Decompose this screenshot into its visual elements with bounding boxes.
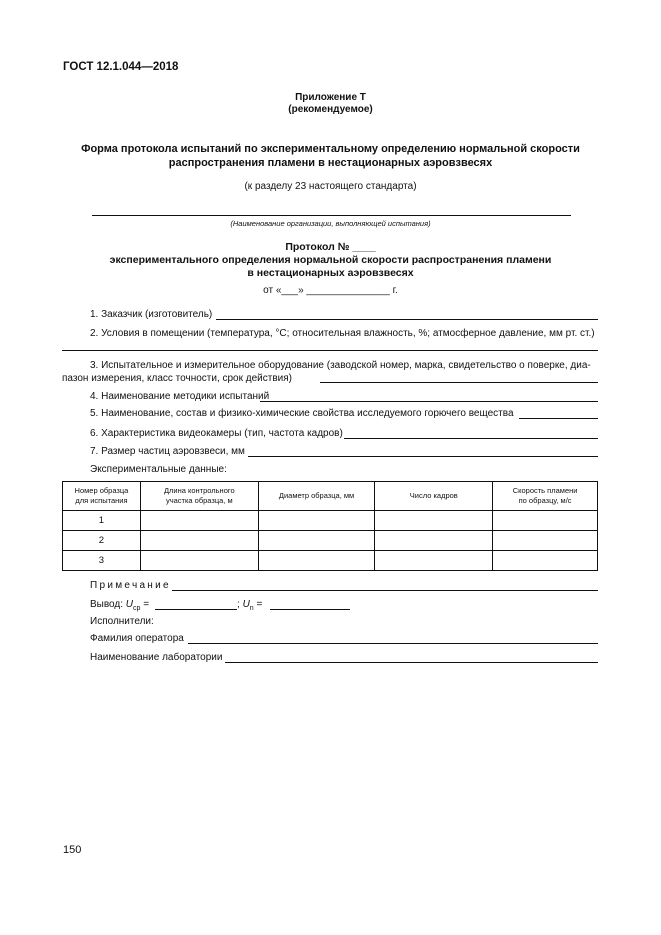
method-label: 4. Наименование методики испытаний [90,391,270,402]
table-row [63,551,598,571]
equipment-label-line2: пазон измерения, класс точности, срок действия) [62,373,292,384]
col-diameter: Диаметр образца, мм [258,482,375,511]
table-cell[interactable] [140,531,258,551]
note-label: Примечание [90,580,171,591]
section-reference: (к разделу 23 настоящего стандарта) [244,181,417,192]
protocol-date: от «___» _______________ г. [263,285,398,296]
separator: ; [237,599,240,610]
row-number: 2 [63,531,141,551]
standard-code: ГОСТ 12.1.044—2018 [63,61,179,73]
operator-field[interactable] [188,643,598,644]
row-number: 1 [63,511,141,531]
form-title-line1: Форма протокола испытаний по экспериментальному определению нормальной скорости [81,143,580,155]
u-avg-field[interactable] [155,609,237,610]
experimental-label: Экспериментальные данные: [90,464,227,475]
u-n-subscript: n [249,605,254,612]
col-flame-speed: Скорость пламени по образцу, м/с [493,482,598,511]
equipment-field[interactable] [320,382,598,383]
conclusion-label: Вывод: [90,599,124,610]
col-frame-count: Число кадров [375,482,493,511]
table-cell[interactable] [493,531,598,551]
org-caption: (Наименование организации, выполняющей испытания) [230,219,431,228]
table-cell[interactable] [258,551,375,571]
customer-field[interactable] [216,319,598,320]
table-cell[interactable] [493,551,598,571]
u-n-symbol: U [242,599,250,610]
conclusion-row [90,599,149,615]
appendix-title: Приложение Т [295,92,366,103]
laboratory-label: Наименование лаборатории [90,652,223,663]
experiment-table [62,481,598,571]
note-field[interactable] [172,590,598,591]
table-header-row [63,482,598,511]
conditions-field[interactable] [62,350,598,351]
col-control-length: Длина контрольного участка образца, м [140,482,258,511]
protocol-heading [63,241,598,280]
row-number: 3 [63,551,141,571]
u-avg-symbol: U [125,599,134,610]
form-title-line2: распространения пламени в нестационарных аэровзвесях [168,157,493,169]
substance-label: 5. Наименование, состав и физико-химические свойства исследуемого горючего вещества [90,408,514,419]
table-row [63,511,598,531]
laboratory-field[interactable] [225,662,598,663]
camera-label: 6. Характеристика видеокамеры (тип, частота кадров) [90,428,343,439]
table-cell[interactable] [375,511,493,531]
table-cell[interactable] [375,531,493,551]
protocol-number: Протокол № ____ [285,241,376,253]
table-cell[interactable] [375,551,493,571]
protocol-line3: в нестационарных аэровзвесях [247,267,414,279]
u-n-field[interactable] [270,609,350,610]
org-name-line[interactable] [92,215,571,216]
col-sample-number: Номер образца для испытания [63,482,141,511]
u-avg-subscript: ср [133,605,141,612]
form-title [63,142,598,170]
particle-field[interactable] [248,456,598,457]
page-number: 150 [63,844,82,856]
table-cell[interactable] [493,511,598,531]
method-field[interactable] [260,401,598,402]
table-cell[interactable] [258,511,375,531]
particle-label: 7. Размер частиц аэровзвеси, мм [90,446,245,457]
table-cell[interactable] [258,531,375,551]
equals-sign: = [256,599,263,610]
conditions-label: 2. Условия в помещении (температура, °С; относительная влажность, %; атмосферное давление, мм рт. ст.) [90,328,595,339]
equals-sign: = [143,599,150,610]
customer-label: 1. Заказчик (изготовитель) [90,309,213,320]
table-cell[interactable] [140,511,258,531]
equipment-label-line1: 3. Испытательное и измерительное оборудование (заводской номер, марка, свидетельство о поверке, диа- [90,360,591,371]
protocol-line2: экспериментального определения нормальной скорости распространения пламени [109,254,552,266]
table-row [63,531,598,551]
operator-label: Фамилия оператора [90,633,184,644]
camera-field[interactable] [344,438,598,439]
substance-field[interactable] [519,418,598,419]
performers-label: Исполнители: [90,616,154,627]
appendix-status: (рекомендуемое) [288,104,373,115]
conclusion-row-2 [237,599,262,615]
table-cell[interactable] [140,551,258,571]
